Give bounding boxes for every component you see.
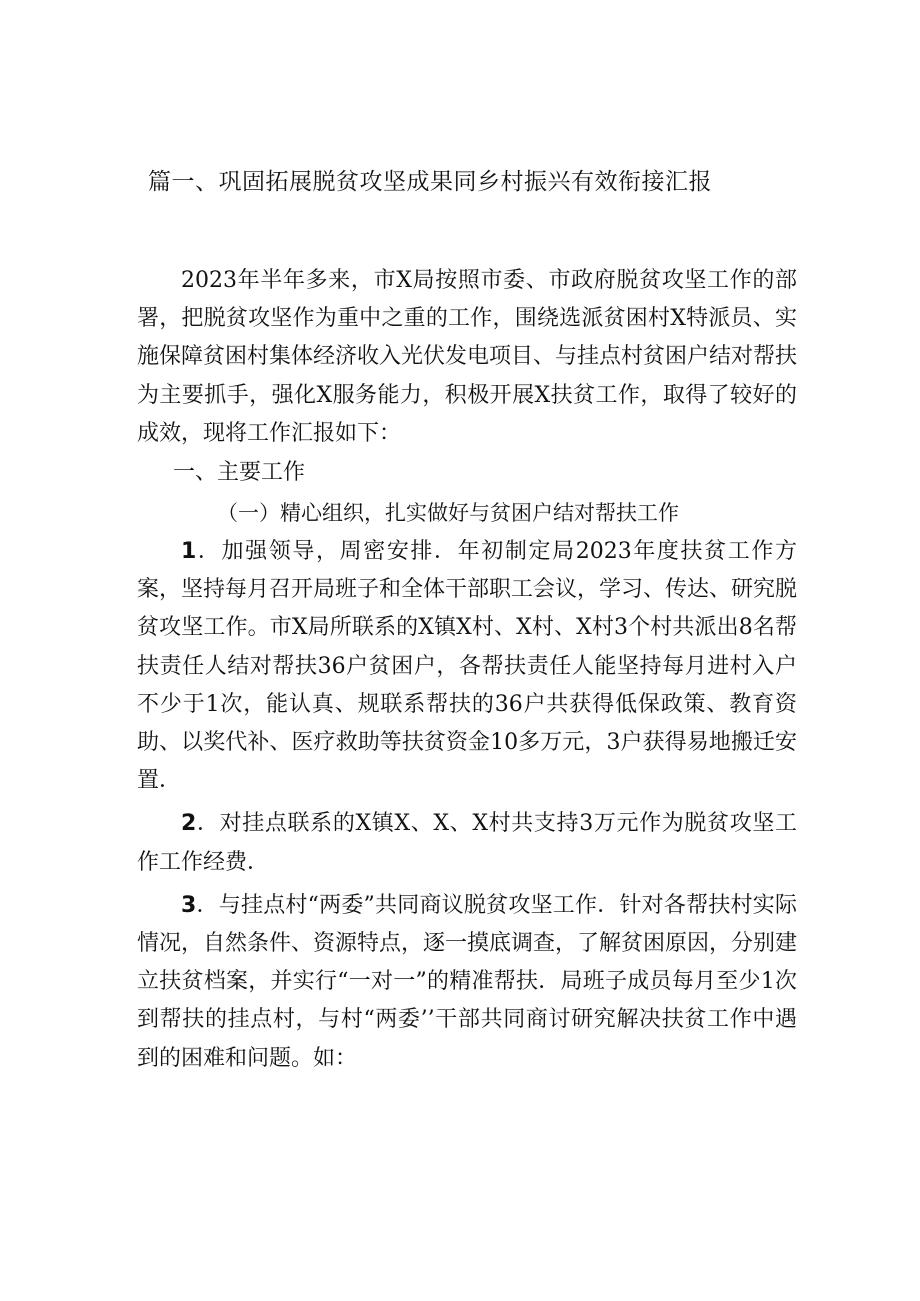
subsection-heading: （一）精心组织，扎实做好与贫困户结对帮扶工作 bbox=[217, 501, 679, 526]
item-text: ．加强领导，周密安排．年初制定局2023年度扶贫工作方案，坚持每月召开局班子和全体干部职工会议，学习、传达、研究脱贫攻坚工作。市X局所联系的X镇X村、X村、X村3个村共派出8名帮扶责任人结对帮扶36户贫困户，各帮扶责任人能坚持每月进村入户不少于1次，能认真、规联系帮扶的36户共获得低保政策、教育资助、以奖代补、医疗救助等扶贫资金10多万元，3户获得易地搬迁安置． bbox=[137, 539, 798, 794]
document-body bbox=[137, 262, 797, 1078]
list-item bbox=[137, 533, 797, 800]
item-number: 3 bbox=[181, 892, 197, 918]
document-title: 篇一、巩固拓展脱贫攻坚成果同乡村振兴有效衔接汇报 bbox=[148, 169, 712, 195]
item-number: 2 bbox=[181, 811, 197, 837]
list-item bbox=[137, 887, 797, 1078]
item-number: 1 bbox=[181, 539, 197, 565]
intro-paragraph: 2023年半年多来，市X局按照市委、市政府脱贫攻坚工作的部署，把脱贫攻坚作为重中之重的工作，围绕选派贫困村X特派员、实施保障贫困村集体经济收入光伏发电项目、与挂点村贫困户结对帮扶为主要抓手，强化X服务能力，积极开展X扶贫工作，取得了较好的成效，现将工作汇报如下： bbox=[137, 268, 798, 446]
item-text: ．与挂点村“两委”共同商议脱贫攻坚工作．针对各帮扶村实际情况，自然条件、资源特点，逐一摸底调查，了解贫困原因，分别建立扶贫档案，并实行“一对一”的精准帮扶．局班子成员每月至少1次到帮扶的挂点村，与村“两委’’干部共同商讨研究解决扶贫工作中遇到的困难和问题。如： bbox=[137, 892, 798, 1071]
item-text: ．对挂点联系的X镇X、X、X村共支持3万元作为脱贫攻坚工作工作经费． bbox=[137, 811, 797, 875]
section-heading: 一、主要工作 bbox=[173, 460, 306, 486]
list-item bbox=[137, 805, 797, 881]
